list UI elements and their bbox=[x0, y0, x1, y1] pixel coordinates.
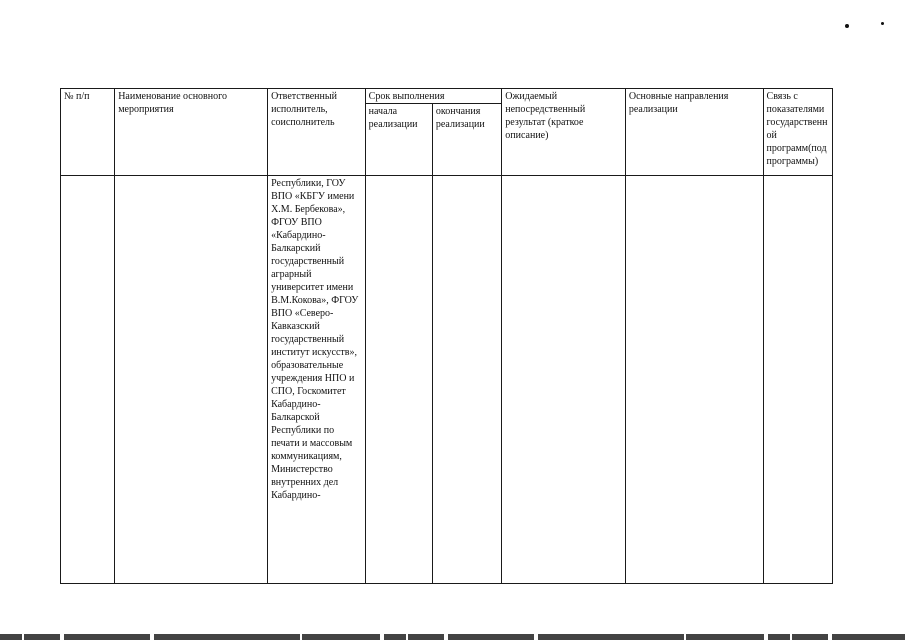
cell-number bbox=[61, 176, 115, 584]
activities-table bbox=[60, 88, 833, 584]
header-directions: Основные направления реализации bbox=[625, 89, 763, 176]
header-start: начала реализации bbox=[365, 104, 432, 176]
table-header-row bbox=[61, 89, 833, 104]
table-row bbox=[61, 176, 833, 584]
cell-expected-result bbox=[502, 176, 626, 584]
scan-speck bbox=[881, 22, 884, 25]
header-deadline: Срок выполнения bbox=[365, 89, 502, 104]
header-expected-result: Ожидаемый непосредственный результат (краткое описание) bbox=[502, 89, 626, 176]
cell-activity-name bbox=[115, 176, 268, 584]
header-responsible: Ответственный исполнитель, соисполнитель bbox=[268, 89, 366, 176]
header-activity-name: Наименование основного мероприятия bbox=[115, 89, 268, 176]
header-end: окончания реализации bbox=[432, 104, 501, 176]
cell-directions bbox=[625, 176, 763, 584]
cell-program-link bbox=[763, 176, 832, 584]
header-program-link: Связь с показателями государственной программ(подпрограммы) bbox=[763, 89, 832, 176]
cell-responsible: Республики, ГОУ ВПО «КБГУ имени Х.М. Бербекова», ФГОУ ВПО «Кабардино-Балкарский государственный аграрный университет имени В.М.Кокова», ФГОУ ВПО «Северо-Кавказский государственный институт искусств», образовательные учреждения НПО и СПО, Госкомитет Кабардино-Балкарской Республики по печати и массовым коммуникациям, Министерство внутренних дел Кабардино- bbox=[268, 176, 366, 584]
scan-edge-artifact bbox=[0, 634, 905, 640]
scan-speck bbox=[845, 24, 849, 28]
cell-start bbox=[365, 176, 432, 584]
cell-end bbox=[432, 176, 501, 584]
header-number: № п/п bbox=[61, 89, 115, 176]
